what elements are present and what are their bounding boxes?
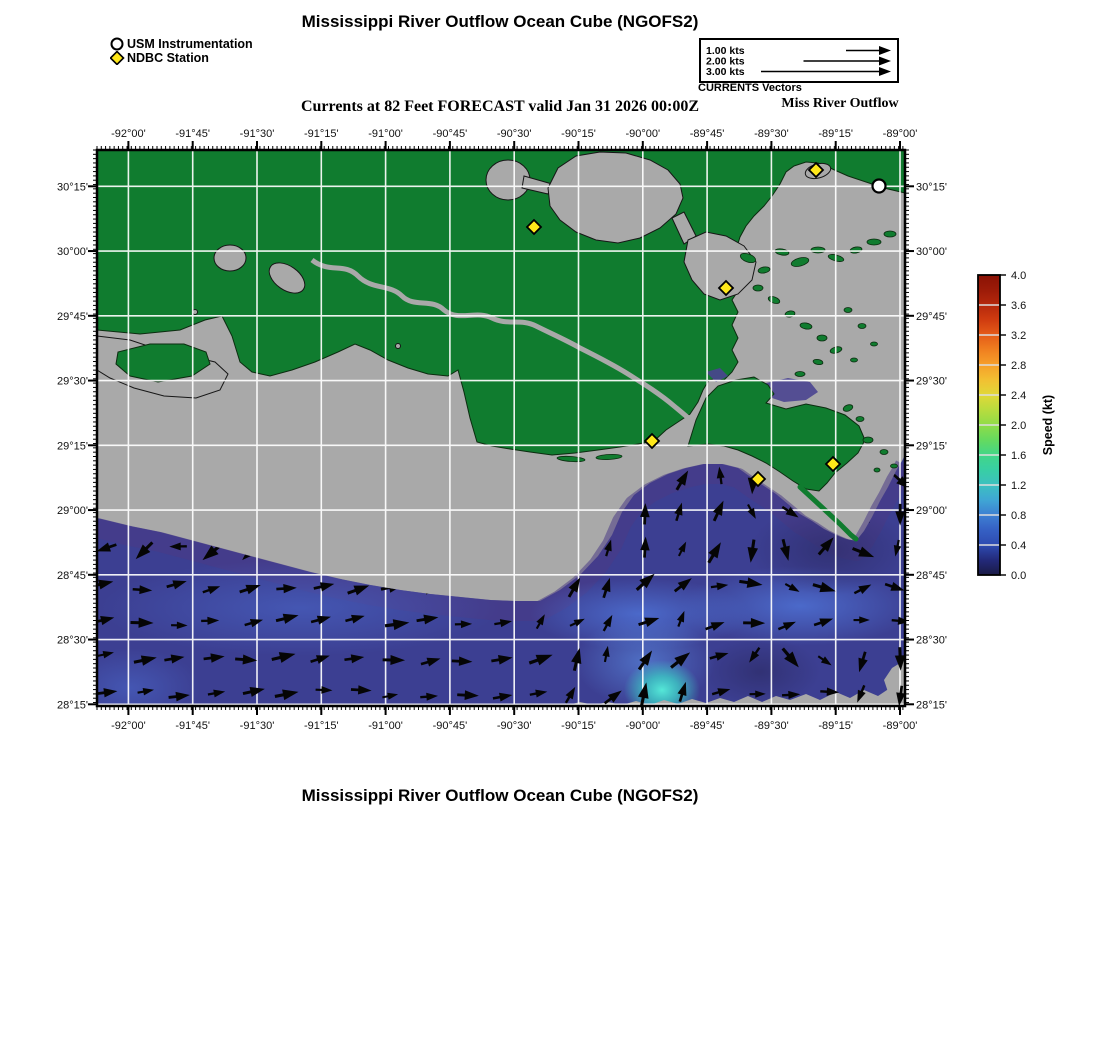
- svg-text:-89°30': -89°30': [754, 128, 789, 140]
- svg-text:29°45': 29°45': [57, 310, 88, 323]
- svg-text:-89°00': -89°00': [882, 720, 918, 732]
- svg-text:1.2: 1.2: [1011, 480, 1027, 492]
- svg-text:-89°00': -89°00': [882, 128, 918, 140]
- colorbar-title: Speed (kt): [1041, 394, 1055, 456]
- svg-text:1.00 kts: 1.00 kts: [706, 45, 745, 57]
- svg-text:29°15': 29°15': [57, 440, 88, 453]
- svg-text:-89°45': -89°45': [689, 720, 725, 732]
- svg-text:-91°15': -91°15': [303, 128, 339, 140]
- svg-text:28°15': 28°15': [916, 699, 947, 712]
- svg-text:-90°00': -90°00': [625, 720, 661, 732]
- small-lake-1: [214, 245, 246, 271]
- svg-text:28°45': 28°45': [57, 569, 88, 582]
- footer-title: Mississippi River Outflow Ocean Cube (NGOFS2): [301, 786, 699, 805]
- svg-text:2.8: 2.8: [1011, 360, 1027, 372]
- svg-text:30°15': 30°15': [57, 181, 88, 194]
- svg-text:30°00': 30°00': [916, 246, 947, 259]
- svg-text:-89°30': -89°30': [754, 720, 789, 732]
- svg-text:28°45': 28°45': [916, 569, 947, 582]
- svg-text:3.00 kts: 3.00 kts: [706, 66, 745, 78]
- svg-text:28°30': 28°30': [916, 634, 947, 647]
- svg-text:28°15': 28°15': [57, 699, 88, 712]
- svg-text:-90°30': -90°30': [496, 720, 532, 732]
- svg-text:-89°45': -89°45': [689, 128, 725, 140]
- svg-text:2.4: 2.4: [1011, 390, 1027, 402]
- svg-text:-90°30': -90°30': [496, 128, 532, 140]
- svg-text:0.8: 0.8: [1011, 510, 1027, 522]
- svg-text:-89°15': -89°15': [818, 128, 854, 140]
- svg-text:29°45': 29°45': [916, 310, 947, 323]
- svg-text:29°00': 29°00': [57, 505, 88, 518]
- vector-legend-caption: CURRENTS Vectors: [698, 82, 802, 94]
- svg-text:29°00': 29°00': [916, 505, 947, 518]
- map-body: [60, 150, 920, 728]
- svg-text:2.0: 2.0: [1011, 420, 1027, 432]
- svg-text:29°30': 29°30': [57, 375, 88, 388]
- svg-text:0.0: 0.0: [1011, 570, 1027, 582]
- svg-text:29°15': 29°15': [916, 440, 947, 453]
- svg-text:-90°45': -90°45': [432, 128, 468, 140]
- svg-text:-91°30': -91°30': [239, 128, 275, 140]
- svg-text:-91°00': -91°00': [368, 720, 403, 732]
- svg-text:3.2: 3.2: [1011, 330, 1027, 342]
- svg-text:-91°45': -91°45': [175, 128, 211, 140]
- page-title: Mississippi River Outflow Ocean Cube (NGOFS2): [301, 12, 699, 31]
- region-label: Miss River Outflow: [781, 96, 899, 111]
- legend-label-usm: USM Instrumentation: [127, 37, 253, 51]
- svg-text:28°30': 28°30': [57, 634, 88, 647]
- svg-text:1.6: 1.6: [1011, 450, 1027, 462]
- svg-text:-90°15': -90°15': [561, 128, 596, 140]
- colorbar-tick-labels: [1011, 270, 1026, 582]
- svg-text:-92°00': -92°00': [111, 128, 146, 140]
- svg-text:0.4: 0.4: [1011, 540, 1027, 552]
- colorbar: [978, 270, 1055, 582]
- svg-text:-90°15': -90°15': [561, 720, 596, 732]
- small-lake-4: [396, 344, 401, 349]
- svg-text:-92°00': -92°00': [111, 720, 146, 732]
- usm-instrumentation-marker: [873, 180, 886, 193]
- legend-label-ndbc: NDBC Station: [127, 51, 209, 65]
- svg-text:29°30': 29°30': [916, 375, 947, 388]
- svg-text:3.6: 3.6: [1011, 300, 1027, 312]
- svg-text:-91°45': -91°45': [175, 720, 211, 732]
- svg-text:30°15': 30°15': [916, 181, 947, 194]
- svg-text:2.00 kts: 2.00 kts: [706, 55, 745, 68]
- svg-text:-90°00': -90°00': [625, 128, 661, 140]
- svg-text:30°00': 30°00': [57, 246, 88, 259]
- svg-text:-91°15': -91°15': [303, 720, 339, 732]
- svg-text:-91°30': -91°30': [239, 720, 275, 732]
- forecast-subtitle: Currents at 82 Feet FORECAST valid Jan 31 2026 00:00Z: [300, 98, 700, 115]
- svg-text:-91°00': -91°00': [368, 128, 403, 140]
- svg-text:-90°45': -90°45': [432, 720, 468, 732]
- svg-text:-89°15': -89°15': [818, 720, 854, 732]
- svg-text:4.0: 4.0: [1011, 270, 1027, 282]
